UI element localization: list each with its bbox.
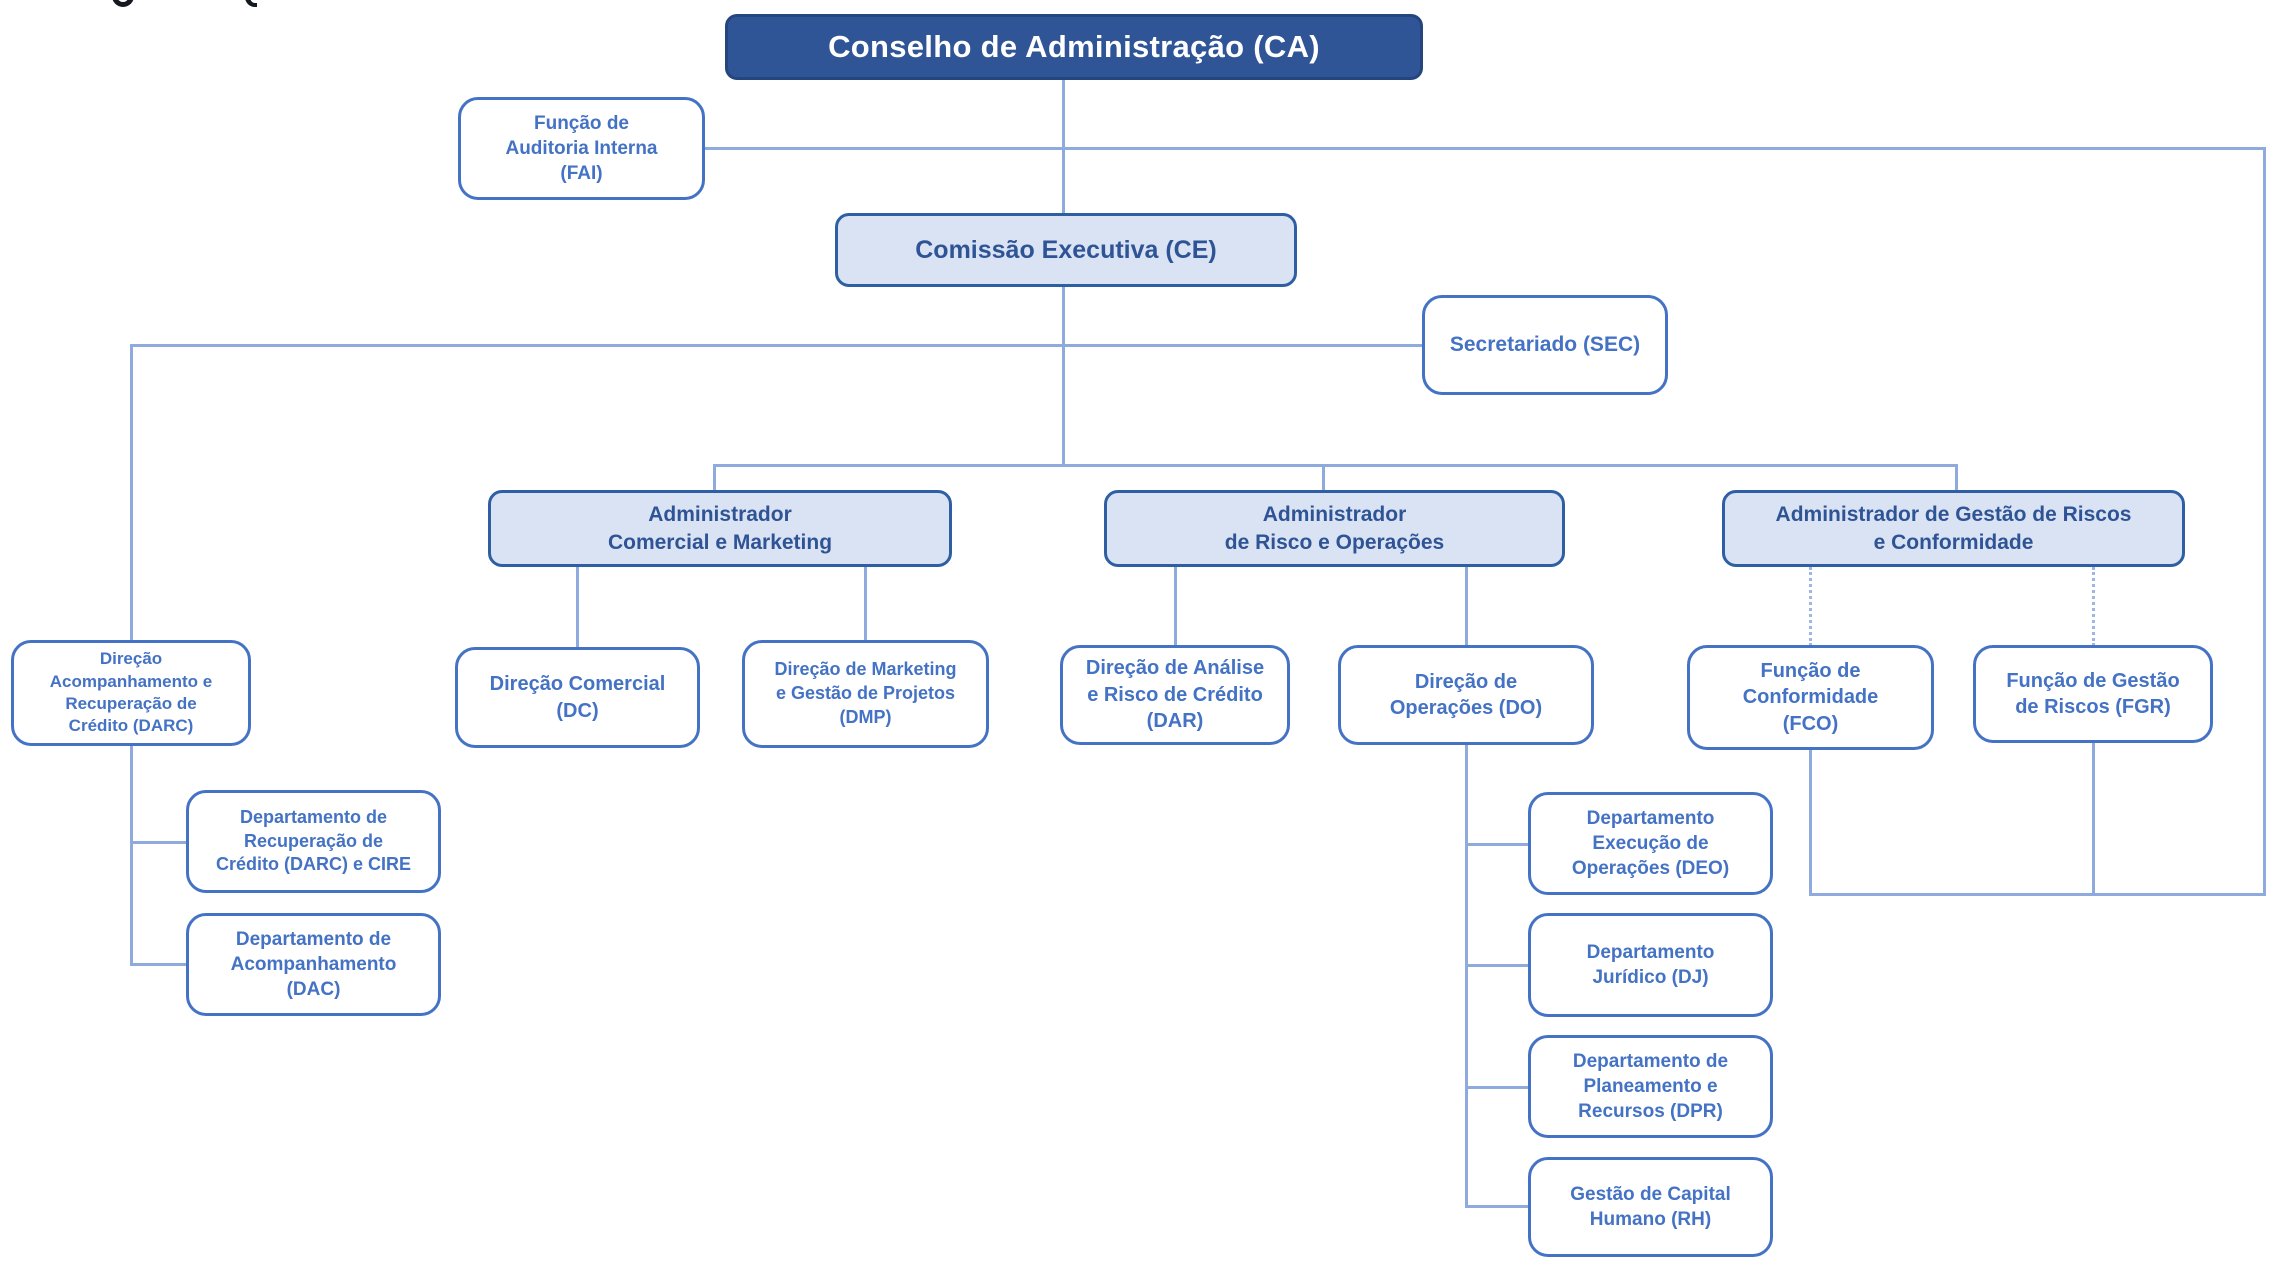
- node-label-line: Operações (DEO): [1571, 858, 1730, 880]
- node-label-line: Departamento de: [239, 806, 388, 827]
- node-direcao-marketing-projetos: [742, 640, 989, 748]
- node-direcao-comercial: [455, 647, 700, 748]
- node-label-line: Conselho de Administração (CA): [828, 28, 1320, 64]
- node-departamento-recuperacao-credito-cire: [186, 790, 441, 893]
- node-direcao-acompanhamento-recuperacao-credito: [11, 640, 251, 746]
- node-label-line: Administrador de Gestão de Riscos: [1775, 502, 2132, 526]
- node-funcao-gestao-riscos: [1973, 645, 2213, 743]
- connector-stub-adm-gestao: [1955, 464, 1958, 491]
- node-label-line: Acompanhamento e: [49, 671, 213, 691]
- node-label-line: Comercial e Marketing: [607, 530, 833, 554]
- node-label-line: Crédito (DARC): [68, 716, 194, 736]
- node-label-line: Jurídico (DJ): [1592, 967, 1709, 988]
- connector-darc-trunk: [130, 746, 133, 966]
- connector-distribution-line: [713, 464, 1958, 467]
- node-label-line: Direção Comercial: [489, 673, 666, 696]
- node-label-line: Humano (RH): [1589, 1209, 1712, 1230]
- node-label-line: Execução de: [1592, 832, 1709, 854]
- node-conselho-administracao: [725, 14, 1423, 80]
- cropped-heading-fragment: [112, 0, 134, 7]
- node-label-line: Recuperação de: [243, 830, 384, 851]
- connector-stub-adm-comercial: [713, 464, 716, 491]
- connector-stub-dpr: [1465, 1086, 1528, 1089]
- node-label-line: Administrador: [1262, 502, 1407, 526]
- connector-left-trunk-darc: [130, 344, 133, 640]
- connector-stub-dac: [130, 963, 186, 966]
- connector-adm3-fgr-dotted: [2092, 567, 2095, 646]
- connector-stub-deo: [1465, 843, 1528, 846]
- node-direcao-analise-risco-credito: [1060, 645, 1290, 745]
- node-label-line: (DC): [556, 699, 599, 722]
- connector-right-vertical: [2263, 147, 2266, 896]
- node-label-line: Direção de Análise: [1085, 657, 1265, 680]
- node-label-line: de Riscos (FGR): [2015, 696, 2171, 718]
- node-label-line: Direção de: [1414, 670, 1518, 693]
- node-funcao-conformidade: [1687, 645, 1934, 750]
- node-label-line: Departamento de: [235, 928, 392, 950]
- node-label-line: e Risco de Crédito: [1087, 683, 1263, 706]
- connector-stub-rh: [1465, 1205, 1528, 1208]
- node-administrador-comercial-marketing: [488, 490, 952, 567]
- connector-adm2-dar: [1174, 567, 1177, 646]
- node-label-line: Direção: [99, 649, 163, 669]
- connector-fgr-down: [2092, 741, 2095, 895]
- node-label-line: Função de Gestão: [2006, 669, 2180, 692]
- node-departamento-acompanhamento: [186, 913, 441, 1016]
- node-label-line: Crédito (DARC) e CIRE: [215, 854, 411, 875]
- connector-bottom-functional: [1809, 893, 2266, 896]
- connector-ce-sec: [131, 344, 1422, 347]
- node-label-line: Direção de Marketing: [774, 659, 957, 680]
- connector-ce-distribution: [1062, 287, 1065, 467]
- node-label-line: Departamento: [1586, 807, 1715, 829]
- node-funcao-auditoria-interna: [458, 97, 705, 200]
- node-label-line: Administrador: [648, 502, 792, 526]
- node-direcao-operacoes: [1338, 645, 1594, 745]
- connector-do-trunk: [1465, 745, 1468, 1207]
- node-label-line: Departamento: [1586, 941, 1715, 963]
- node-label-line: (FCO): [1782, 712, 1839, 735]
- connector-stub-drc-cire: [130, 841, 186, 844]
- node-label-line: Planeamento e: [1583, 1075, 1718, 1097]
- node-label-line: Acompanhamento: [230, 953, 397, 975]
- node-label-line: Conformidade: [1742, 686, 1879, 709]
- node-label-line: Secretariado (SEC): [1449, 333, 1641, 357]
- connector-fco-down: [1809, 748, 1812, 895]
- connector-adm2-do: [1465, 567, 1468, 646]
- node-label-line: (DAR): [1146, 710, 1204, 733]
- node-administrador-risco-operacoes: [1104, 490, 1565, 567]
- connector-adm1-dc: [576, 567, 579, 648]
- node-label-line: (FAI): [560, 163, 603, 185]
- node-label-line: Comissão Executiva (CE): [915, 235, 1217, 264]
- node-gestao-capital-humano: [1528, 1157, 1773, 1257]
- node-administrador-gestao-riscos-conformidade: [1722, 490, 2185, 567]
- connector-fai-horizontal: [705, 147, 2266, 150]
- node-label-line: e Conformidade: [1873, 530, 2034, 554]
- node-departamento-planeamento-recursos: [1528, 1035, 1773, 1138]
- cropped-heading-fragment: [245, 0, 257, 7]
- node-label-line: Gestão de Capital: [1570, 1183, 1731, 1205]
- node-comissao-executiva: [835, 213, 1297, 287]
- connector-stub-adm-risco: [1322, 464, 1325, 491]
- node-label-line: e Gestão de Projetos: [775, 683, 956, 704]
- node-label-line: de Risco e Operações: [1224, 530, 1445, 554]
- node-label-line: Recursos (DPR): [1578, 1101, 1723, 1123]
- node-label-line: Operações (DO): [1389, 697, 1543, 719]
- node-label-line: Função de: [533, 112, 629, 134]
- node-secretariado: [1422, 295, 1668, 395]
- connector-adm1-dmp: [864, 567, 867, 641]
- node-departamento-juridico: [1528, 913, 1773, 1017]
- connector-adm3-fco-dotted: [1809, 567, 1812, 646]
- node-departamento-execucao-operacoes: [1528, 792, 1773, 895]
- node-label-line: (DMP): [839, 706, 892, 727]
- node-label-line: (DAC): [286, 979, 341, 1001]
- connector-stub-dj: [1465, 964, 1528, 967]
- node-label-line: Auditoria Interna: [505, 137, 658, 159]
- node-label-line: Função de: [1760, 659, 1861, 682]
- node-label-line: Recuperação de: [65, 694, 197, 713]
- node-label-line: Departamento de: [1572, 1050, 1729, 1072]
